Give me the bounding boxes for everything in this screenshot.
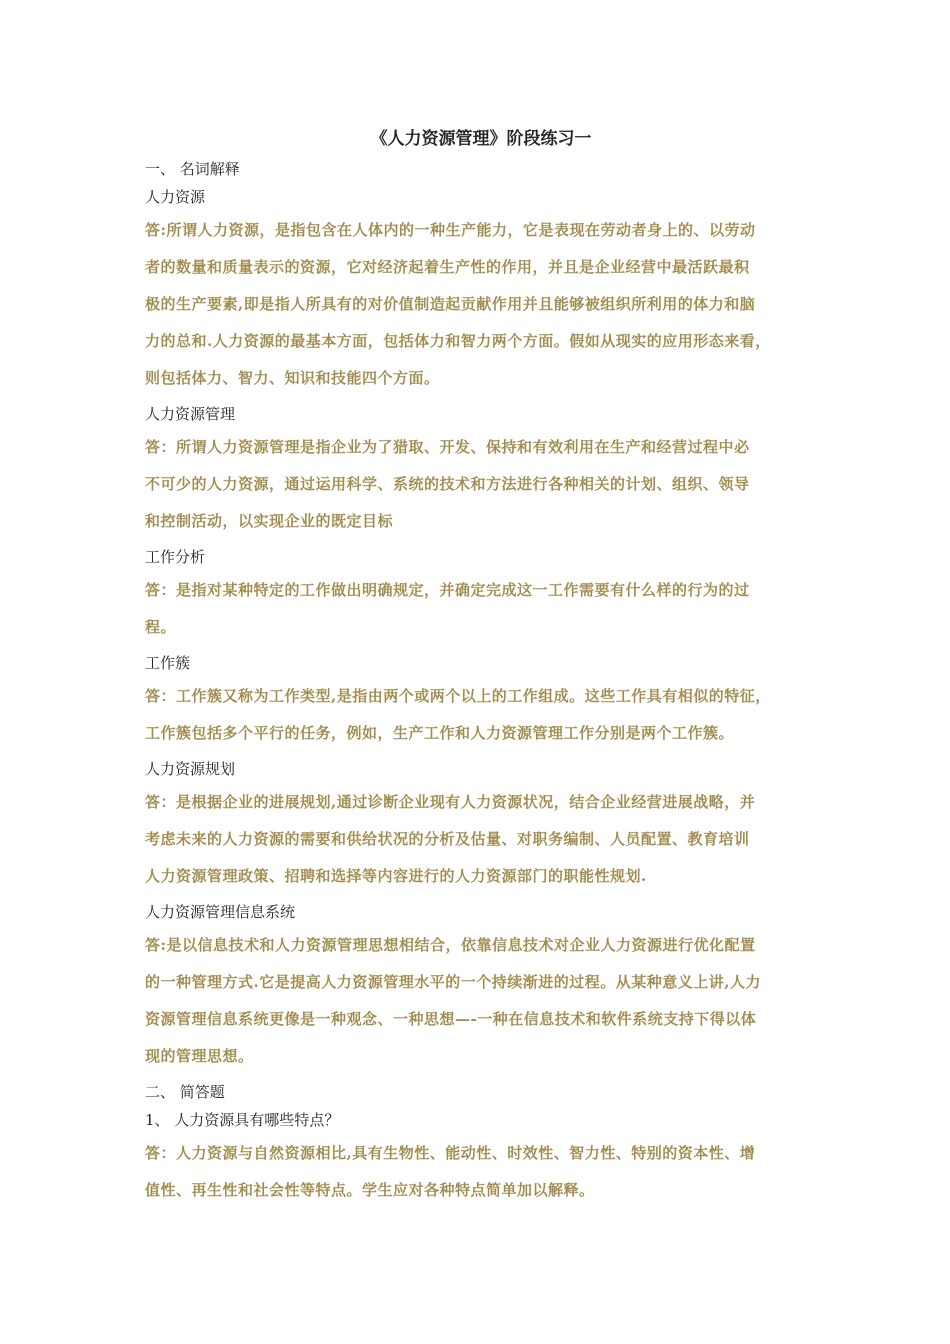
answer-line: 答：是根据企业的进展规划,通过诊断企业现有人力资源状况，结合企业经营进展战略，并 [145,793,756,811]
question-heading: 1、 人力资源具有哪些特点？ [145,1111,340,1129]
answer-line: 答:所谓人力资源，是指包含在人体内的一种生产能力，它是表现在劳动者身上的、以劳动 [145,221,756,239]
answer-text [145,429,817,540]
answer-line: 答：人力资源与自然资源相比,具有生物性、能动性、时效性、智力性、特别的资本性、增 [145,1144,756,1162]
answer-line: 则包括体力、智力、知识和技能四个方面。 [145,369,440,387]
answer-line: 不可少的人力资源，通过运用科学、系统的技术和方法进行各种相关的计划、组织、领导 [145,475,750,493]
document-title: 《人力资源管理》阶段练习一 [370,129,592,149]
answer-text [145,572,817,646]
answer-text [145,927,817,1075]
answer-line: 的一种管理方式.它是提高人力资源管理水平的一个持续渐进的过程。从某种意义上讲,人力 [145,973,761,991]
term-heading: 工作分析 [145,548,206,566]
term-heading: 人力资源 [145,188,206,206]
document-body [145,126,817,1209]
answer-line: 程。 [145,618,177,636]
term-heading: 工作簇 [145,654,191,672]
answer-line: 值性、再生性和社会性等特点。学生应对各种特点简单加以解释。 [145,1181,595,1199]
term-heading: 人力资源管理 [145,405,236,423]
answer-line: 答：工作簇又称为工作类型,是指由两个或两个以上的工作组成。这些工作具有相似的特征， [145,687,771,705]
answer-line: 答:是以信息技术和人力资源管理思想相结合，依靠信息技术对企业人力资源进行优化配置 [145,936,756,954]
answer-line: 考虑未来的人力资源的需要和供给状况的分析及估量、对职务编制、人员配置、教育培训 [145,830,750,848]
answer-line: 现的管理思想。 [145,1047,254,1065]
answer-text [145,678,817,752]
answer-line: 答：所谓人力资源管理是指企业为了猎取、开发、保持和有效利用在生产和经营过程中必 [145,438,750,456]
answer-line: 工作簇包括多个平行的任务，例如，生产工作和人力资源管理工作分别是两个工作簇。 [145,724,735,742]
section-heading-glossary: 一、 名词解释 [145,160,240,178]
term-heading: 人力资源规划 [145,760,236,778]
section-heading-short-answer: 二、 简答题 [145,1083,225,1101]
answer-line: 人力资源管理政策、招聘和选择等内容进行的人力资源部门的职能性规划. [145,867,647,885]
term-heading: 人力资源管理信息系统 [145,903,296,921]
answer-line: 资源管理信息系统更像是一种观念、一种思想—-一种在信息技术和软件系统支持下得以体 [145,1010,757,1028]
answer-line: 和控制活动，以实现企业的既定目标 [145,512,394,530]
answer-line: 力的总和.人力资源的最基本方面，包括体力和智力两个方面。假如从现实的应用形态来看， [145,332,771,350]
answer-line: 极的生产要素,即是指人所具有的对价值制造起贡献作用并且能够被组织所利用的体力和脑 [145,295,756,313]
answer-text [145,784,817,895]
answer-text [145,212,817,397]
answer-line: 者的数量和质量表示的资源，它对经济起着生产性的作用，并且是企业经营中最活跃最积 [145,258,750,276]
answer-line: 答：是指对某种特定的工作做出明确规定，并确定完成这一工作需要有什么样的行为的过 [145,581,750,599]
answer-text [145,1135,817,1209]
